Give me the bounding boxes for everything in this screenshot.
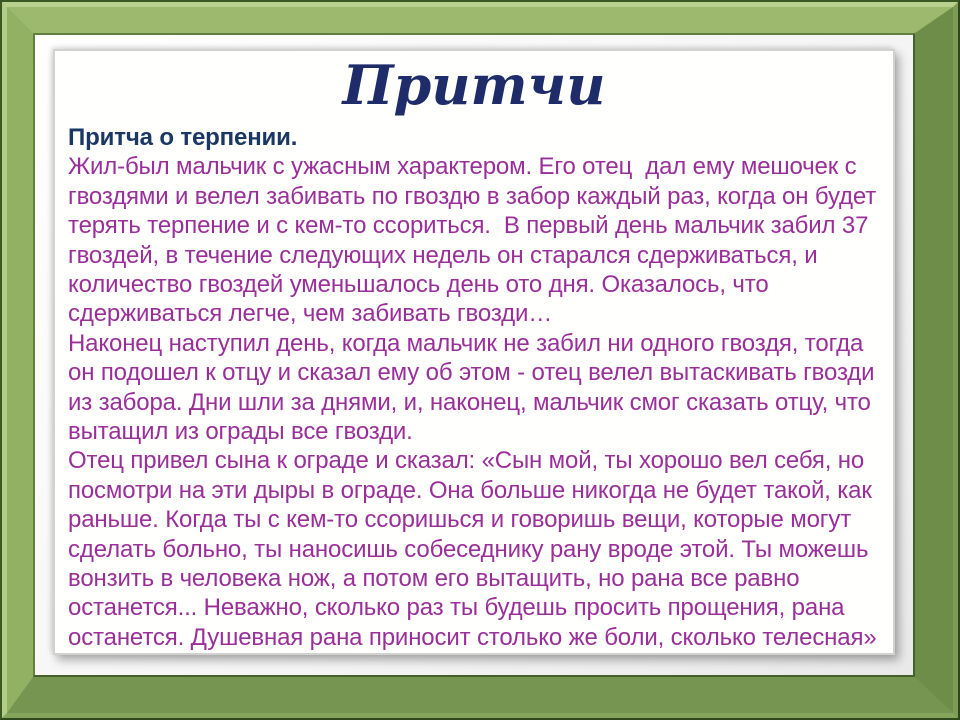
text-line: Жил-был мальчик с ужасным характером. Его отец дал ему мешочек с	[68, 153, 857, 181]
text-line: терять терпение и с кем-то ссориться. В первый день мальчик забил 37	[68, 212, 869, 240]
text-line: Наконец наступил день, когда мальчик не забил ни одного гвоздя, тогда	[68, 329, 864, 357]
text-line: посмотри на эти дыры в ограде. Она больше никогда не будет такой, как	[68, 476, 872, 504]
text-line: сделать больно, ты наносишь собеседнику рану вроде этой. Ты можешь	[68, 535, 869, 563]
slide-title: Притчи	[342, 53, 606, 117]
text-line: вытащил из ограды все гвозди.	[68, 417, 413, 445]
text-line: количество гвоздей уменьшалось день ото дня. Оказалось, что	[68, 270, 769, 298]
frame-mat	[33, 33, 915, 677]
paragraph-heading: Притча о терпении.	[68, 123, 298, 151]
text-line: он подошел к отцу и сказал ему об этом - отец велел вытаскивать гвозди	[68, 359, 875, 387]
text-line: раньше. Когда ты с кем-то ссоришься и говоришь вещи, которые могут	[68, 506, 852, 534]
text-line: вонзить в человека нож, а потом его вытащить, но рана все равно	[68, 564, 800, 592]
text-line: гвоздей, в течение следующих недель он старался сдерживаться, и	[68, 241, 818, 269]
body-text	[68, 152, 889, 652]
text-line: Отец привел сына к ограде и сказал: «Сын мой, ты хорошо вел себя, но	[68, 447, 865, 475]
content-panel	[53, 49, 895, 655]
text-line: сдерживаться легче, чем забивать гвозди…	[68, 300, 553, 328]
parable-text-block	[68, 123, 889, 652]
text-line: гвоздями и велел забивать по гвоздю в забор каждый раз, когда он будет	[68, 182, 877, 210]
text-line: останется. Душевная рана приносит столько же боли, сколько телесная»	[68, 623, 877, 651]
text-line: останется... Неважно, сколько раз ты будешь просить прощения, рана	[68, 594, 845, 622]
text-line: из забора. Дни шли за днями, и, наконец, мальчик смог сказать отцу, что	[68, 388, 871, 416]
